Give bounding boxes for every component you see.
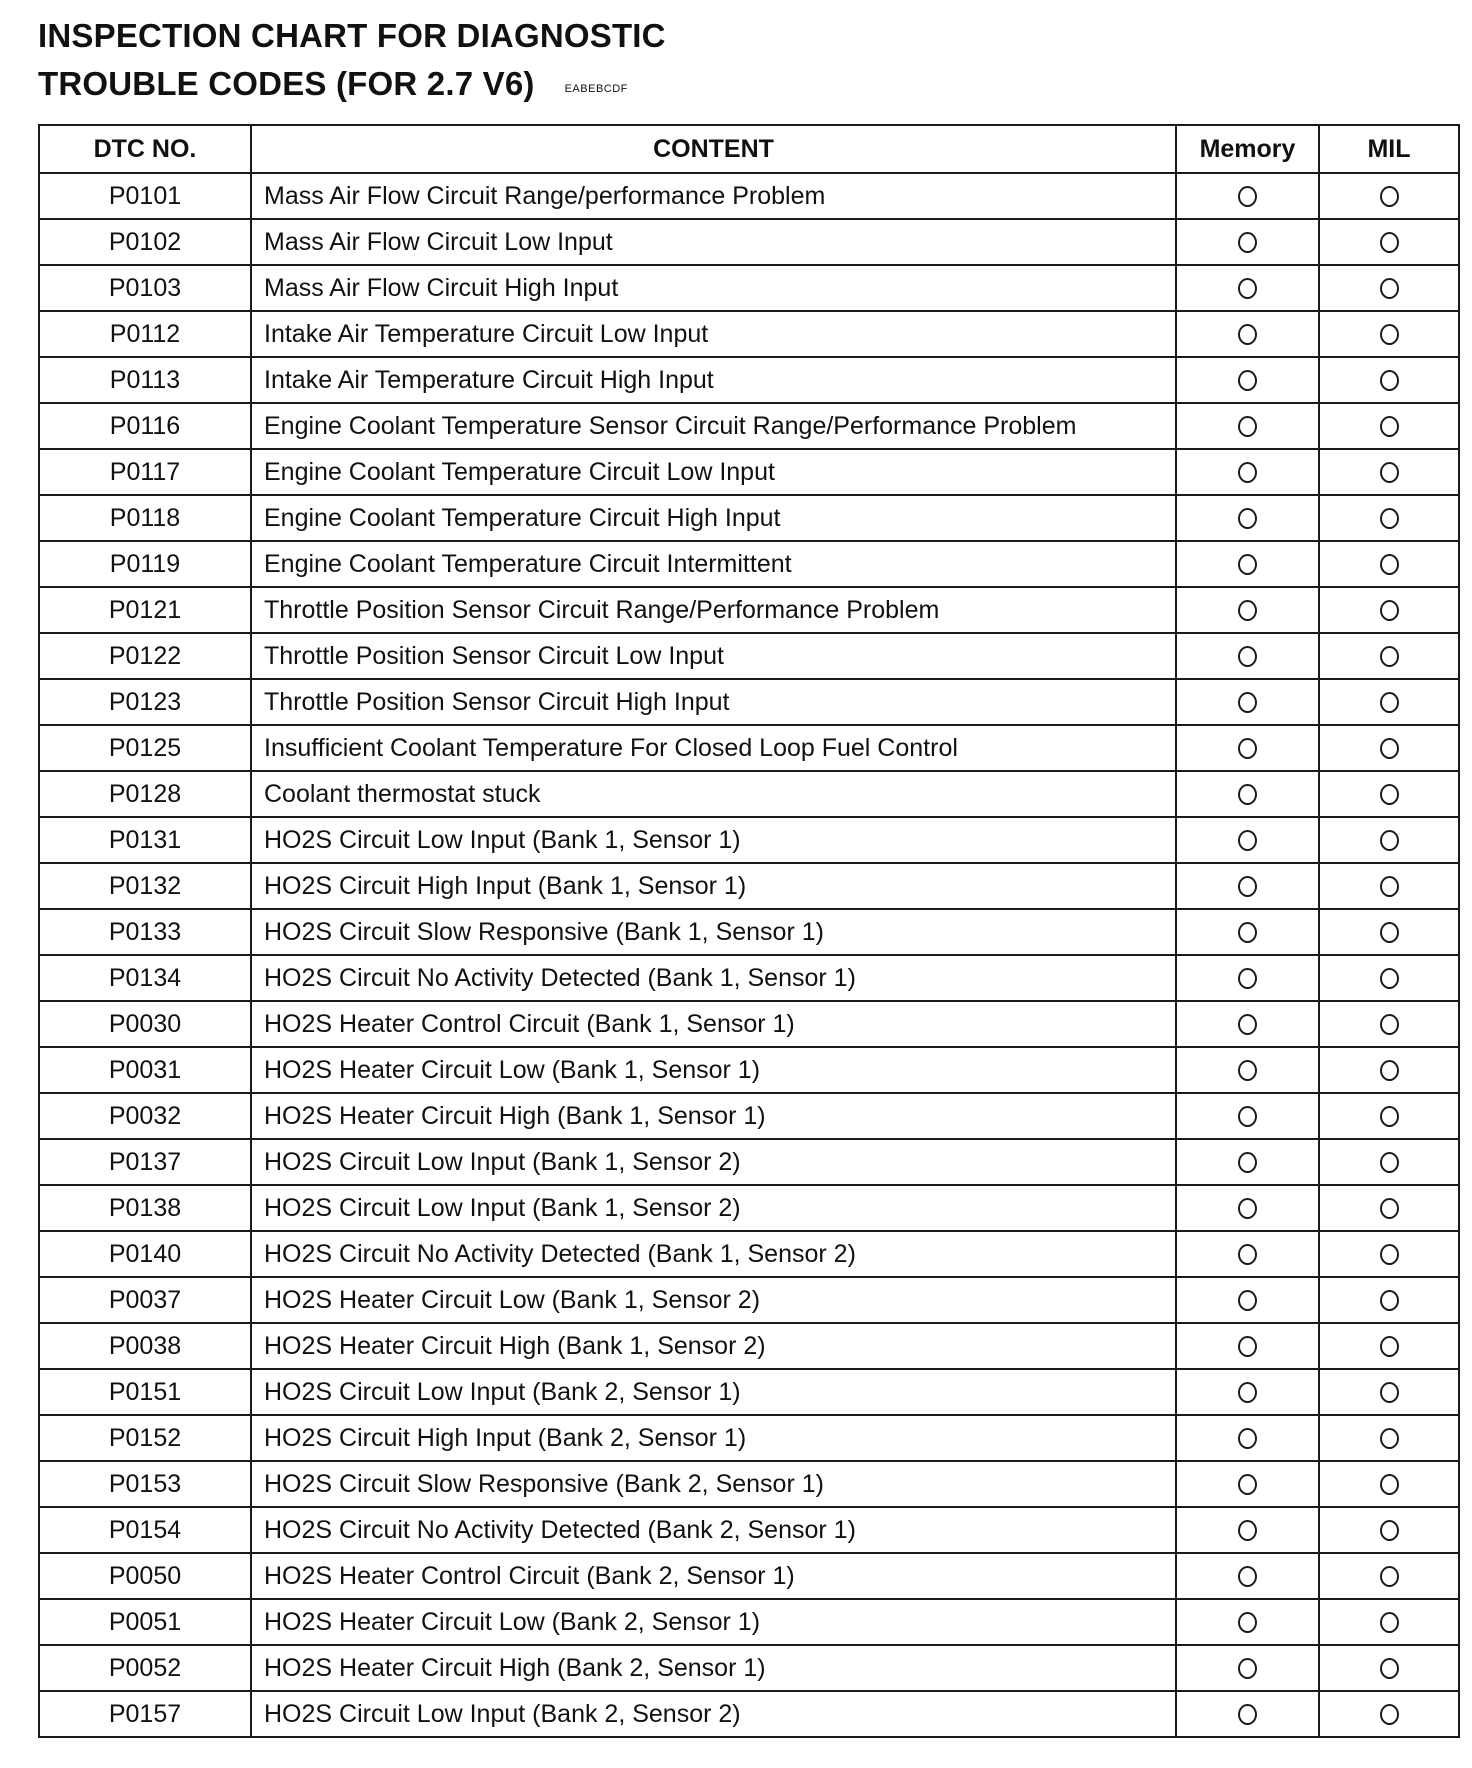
dtc-content-cell: HO2S Heater Circuit High (Bank 1, Sensor 1): [251, 1093, 1176, 1139]
mil-circle-icon: [1380, 1198, 1399, 1219]
dtc-content-cell: Engine Coolant Temperature Sensor Circuit Range/Performance Problem: [251, 403, 1176, 449]
table-row: [39, 265, 1459, 311]
dtc-code-cell: P0038: [39, 1323, 251, 1369]
table-row: [39, 541, 1459, 587]
memory-cell: [1176, 1185, 1319, 1231]
memory-cell: [1176, 1553, 1319, 1599]
table-row: [39, 1691, 1459, 1737]
dtc-code-cell: P0131: [39, 817, 251, 863]
dtc-content-cell: Engine Coolant Temperature Circuit Intermittent: [251, 541, 1176, 587]
dtc-code-cell: P0116: [39, 403, 251, 449]
mil-circle-icon: [1380, 876, 1399, 897]
mil-circle-icon: [1380, 186, 1399, 207]
dtc-content-cell: HO2S Circuit Low Input (Bank 2, Sensor 1): [251, 1369, 1176, 1415]
memory-cell: [1176, 1369, 1319, 1415]
memory-circle-icon: [1238, 784, 1257, 805]
mil-cell: [1319, 1001, 1459, 1047]
memory-circle-icon: [1238, 462, 1257, 483]
mil-cell: [1319, 1645, 1459, 1691]
memory-circle-icon: [1238, 1566, 1257, 1587]
mil-cell: [1319, 679, 1459, 725]
table-row: [39, 495, 1459, 541]
memory-cell: [1176, 771, 1319, 817]
table-row: [39, 1369, 1459, 1415]
memory-circle-icon: [1238, 830, 1257, 851]
table-row: [39, 633, 1459, 679]
mil-circle-icon: [1380, 1658, 1399, 1679]
mil-cell: [1319, 357, 1459, 403]
memory-cell: [1176, 173, 1319, 219]
dtc-content-cell: HO2S Circuit No Activity Detected (Bank 1, Sensor 1): [251, 955, 1176, 1001]
mil-circle-icon: [1380, 922, 1399, 943]
table-row: [39, 817, 1459, 863]
dtc-content-cell: HO2S Circuit Low Input (Bank 1, Sensor 2): [251, 1139, 1176, 1185]
memory-circle-icon: [1238, 692, 1257, 713]
mil-circle-icon: [1380, 232, 1399, 253]
table-row: [39, 1185, 1459, 1231]
dtc-content-cell: Mass Air Flow Circuit High Input: [251, 265, 1176, 311]
dtc-code-cell: P0051: [39, 1599, 251, 1645]
memory-circle-icon: [1238, 600, 1257, 621]
mil-circle-icon: [1380, 1704, 1399, 1725]
memory-circle-icon: [1238, 232, 1257, 253]
mil-circle-icon: [1380, 1520, 1399, 1541]
memory-circle-icon: [1238, 1244, 1257, 1265]
mil-circle-icon: [1380, 646, 1399, 667]
memory-cell: [1176, 311, 1319, 357]
memory-circle-icon: [1238, 1014, 1257, 1035]
table-row: [39, 1553, 1459, 1599]
memory-cell: [1176, 1691, 1319, 1737]
memory-cell: [1176, 357, 1319, 403]
mil-circle-icon: [1380, 1060, 1399, 1081]
memory-cell: [1176, 495, 1319, 541]
mil-cell: [1319, 633, 1459, 679]
dtc-code-cell: P0157: [39, 1691, 251, 1737]
mil-cell: [1319, 1691, 1459, 1737]
memory-circle-icon: [1238, 922, 1257, 943]
dtc-content-cell: Intake Air Temperature Circuit High Input: [251, 357, 1176, 403]
mil-cell: [1319, 403, 1459, 449]
mil-cell: [1319, 587, 1459, 633]
table-row: [39, 1323, 1459, 1369]
dtc-content-cell: Throttle Position Sensor Circuit Range/Performance Problem: [251, 587, 1176, 633]
dtc-content-cell: Engine Coolant Temperature Circuit High Input: [251, 495, 1176, 541]
table-row: [39, 1277, 1459, 1323]
memory-cell: [1176, 1093, 1319, 1139]
dtc-content-cell: HO2S Circuit No Activity Detected (Bank 1, Sensor 2): [251, 1231, 1176, 1277]
dtc-code-cell: P0117: [39, 449, 251, 495]
mil-circle-icon: [1380, 1336, 1399, 1357]
mil-cell: [1319, 771, 1459, 817]
dtc-content-cell: Mass Air Flow Circuit Range/performance Problem: [251, 173, 1176, 219]
dtc-content-cell: Intake Air Temperature Circuit Low Input: [251, 311, 1176, 357]
memory-circle-icon: [1238, 186, 1257, 207]
mil-cell: [1319, 1185, 1459, 1231]
memory-circle-icon: [1238, 876, 1257, 897]
dtc-content-cell: HO2S Circuit No Activity Detected (Bank 2, Sensor 1): [251, 1507, 1176, 1553]
dtc-inspection-table: [38, 124, 1460, 1738]
mil-cell: [1319, 1553, 1459, 1599]
memory-circle-icon: [1238, 1658, 1257, 1679]
memory-cell: [1176, 1415, 1319, 1461]
mil-cell: [1319, 495, 1459, 541]
mil-cell: [1319, 1507, 1459, 1553]
memory-cell: [1176, 1231, 1319, 1277]
memory-cell: [1176, 1323, 1319, 1369]
memory-circle-icon: [1238, 416, 1257, 437]
memory-circle-icon: [1238, 370, 1257, 391]
mil-circle-icon: [1380, 278, 1399, 299]
memory-cell: [1176, 909, 1319, 955]
column-header-mil: MIL: [1319, 125, 1459, 173]
mil-circle-icon: [1380, 1566, 1399, 1587]
memory-circle-icon: [1238, 1336, 1257, 1357]
dtc-code-cell: P0123: [39, 679, 251, 725]
table-row: [39, 357, 1459, 403]
dtc-code-cell: P0030: [39, 1001, 251, 1047]
dtc-content-cell: Throttle Position Sensor Circuit Low Input: [251, 633, 1176, 679]
dtc-content-cell: Mass Air Flow Circuit Low Input: [251, 219, 1176, 265]
table-row: [39, 1415, 1459, 1461]
memory-circle-icon: [1238, 1290, 1257, 1311]
table-row: [39, 863, 1459, 909]
memory-circle-icon: [1238, 1152, 1257, 1173]
mil-circle-icon: [1380, 462, 1399, 483]
mil-circle-icon: [1380, 1612, 1399, 1633]
dtc-code-cell: P0113: [39, 357, 251, 403]
dtc-content-cell: HO2S Circuit High Input (Bank 2, Sensor 1): [251, 1415, 1176, 1461]
memory-cell: [1176, 1507, 1319, 1553]
memory-circle-icon: [1238, 1060, 1257, 1081]
mil-cell: [1319, 1599, 1459, 1645]
table-row: [39, 1645, 1459, 1691]
mil-cell: [1319, 817, 1459, 863]
mil-cell: [1319, 725, 1459, 771]
mil-circle-icon: [1380, 1014, 1399, 1035]
mil-circle-icon: [1380, 1152, 1399, 1173]
mil-cell: [1319, 173, 1459, 219]
table-row: [39, 725, 1459, 771]
mil-cell: [1319, 449, 1459, 495]
memory-cell: [1176, 1461, 1319, 1507]
memory-circle-icon: [1238, 508, 1257, 529]
mil-cell: [1319, 1047, 1459, 1093]
dtc-code-cell: P0037: [39, 1277, 251, 1323]
memory-cell: [1176, 403, 1319, 449]
title-line-1: INSPECTION CHART FOR DIAGNOSTIC: [38, 17, 666, 54]
table-header-row: [39, 125, 1459, 173]
mil-circle-icon: [1380, 554, 1399, 575]
mil-cell: [1319, 541, 1459, 587]
mil-cell: [1319, 909, 1459, 955]
dtc-content-cell: HO2S Heater Circuit High (Bank 2, Sensor 1): [251, 1645, 1176, 1691]
table-row: [39, 909, 1459, 955]
memory-cell: [1176, 1001, 1319, 1047]
memory-circle-icon: [1238, 1612, 1257, 1633]
table-row: [39, 1461, 1459, 1507]
memory-circle-icon: [1238, 1382, 1257, 1403]
mil-circle-icon: [1380, 324, 1399, 345]
table-row: [39, 1047, 1459, 1093]
memory-circle-icon: [1238, 646, 1257, 667]
table-row: [39, 403, 1459, 449]
table-row: [39, 587, 1459, 633]
mil-cell: [1319, 1277, 1459, 1323]
dtc-code-cell: P0138: [39, 1185, 251, 1231]
page-title: [38, 12, 666, 113]
mil-cell: [1319, 311, 1459, 357]
dtc-code-cell: P0151: [39, 1369, 251, 1415]
mil-circle-icon: [1380, 784, 1399, 805]
mil-cell: [1319, 863, 1459, 909]
dtc-code-cell: P0122: [39, 633, 251, 679]
dtc-code-cell: P0119: [39, 541, 251, 587]
dtc-code-cell: P0031: [39, 1047, 251, 1093]
dtc-code-cell: P0125: [39, 725, 251, 771]
table-row: [39, 771, 1459, 817]
mil-cell: [1319, 1461, 1459, 1507]
mil-circle-icon: [1380, 370, 1399, 391]
memory-circle-icon: [1238, 1704, 1257, 1725]
dtc-content-cell: Coolant thermostat stuck: [251, 771, 1176, 817]
title-line-2-text: TROUBLE CODES (FOR 2.7 V6): [38, 65, 535, 102]
memory-circle-icon: [1238, 968, 1257, 989]
mil-circle-icon: [1380, 1244, 1399, 1265]
table-row: [39, 1001, 1459, 1047]
memory-circle-icon: [1238, 1520, 1257, 1541]
table-row: [39, 173, 1459, 219]
table-row: [39, 679, 1459, 725]
table-row: [39, 1507, 1459, 1553]
dtc-code-cell: P0153: [39, 1461, 251, 1507]
dtc-code-cell: P0101: [39, 173, 251, 219]
mil-circle-icon: [1380, 968, 1399, 989]
memory-cell: [1176, 265, 1319, 311]
mil-circle-icon: [1380, 1290, 1399, 1311]
mil-cell: [1319, 1139, 1459, 1185]
memory-circle-icon: [1238, 738, 1257, 759]
mil-cell: [1319, 265, 1459, 311]
mil-circle-icon: [1380, 1474, 1399, 1495]
dtc-content-cell: Insufficient Coolant Temperature For Closed Loop Fuel Control: [251, 725, 1176, 771]
memory-circle-icon: [1238, 324, 1257, 345]
table-row: [39, 1093, 1459, 1139]
dtc-content-cell: HO2S Heater Circuit Low (Bank 2, Sensor 1): [251, 1599, 1176, 1645]
dtc-code-cell: P0133: [39, 909, 251, 955]
mil-circle-icon: [1380, 416, 1399, 437]
column-header-dtc-no: DTC NO.: [39, 125, 251, 173]
table-body: [39, 173, 1459, 1737]
memory-cell: [1176, 587, 1319, 633]
memory-circle-icon: [1238, 554, 1257, 575]
mil-circle-icon: [1380, 1106, 1399, 1127]
dtc-content-cell: HO2S Circuit High Input (Bank 1, Sensor 1): [251, 863, 1176, 909]
dtc-content-cell: HO2S Heater Control Circuit (Bank 1, Sensor 1): [251, 1001, 1176, 1047]
memory-cell: [1176, 955, 1319, 1001]
dtc-code-cell: P0118: [39, 495, 251, 541]
dtc-content-cell: HO2S Circuit Low Input (Bank 1, Sensor 1): [251, 817, 1176, 863]
mil-cell: [1319, 955, 1459, 1001]
memory-cell: [1176, 1139, 1319, 1185]
mil-cell: [1319, 1323, 1459, 1369]
mil-circle-icon: [1380, 508, 1399, 529]
dtc-code-cell: P0154: [39, 1507, 251, 1553]
memory-cell: [1176, 1047, 1319, 1093]
memory-cell: [1176, 679, 1319, 725]
dtc-content-cell: HO2S Circuit Slow Responsive (Bank 2, Sensor 1): [251, 1461, 1176, 1507]
dtc-content-cell: HO2S Heater Control Circuit (Bank 2, Sensor 1): [251, 1553, 1176, 1599]
mil-circle-icon: [1380, 1382, 1399, 1403]
dtc-code-cell: P0103: [39, 265, 251, 311]
dtc-content-cell: HO2S Heater Circuit High (Bank 1, Sensor 2): [251, 1323, 1176, 1369]
mil-cell: [1319, 1093, 1459, 1139]
memory-cell: [1176, 863, 1319, 909]
mil-circle-icon: [1380, 692, 1399, 713]
mil-circle-icon: [1380, 1428, 1399, 1449]
table-row: [39, 449, 1459, 495]
mil-circle-icon: [1380, 600, 1399, 621]
column-header-memory: Memory: [1176, 125, 1319, 173]
dtc-code-cell: P0137: [39, 1139, 251, 1185]
table-row: [39, 1231, 1459, 1277]
mil-cell: [1319, 1231, 1459, 1277]
dtc-code-cell: P0132: [39, 863, 251, 909]
memory-cell: [1176, 817, 1319, 863]
table-row: [39, 1139, 1459, 1185]
dtc-code-cell: P0152: [39, 1415, 251, 1461]
memory-cell: [1176, 1645, 1319, 1691]
memory-circle-icon: [1238, 1198, 1257, 1219]
dtc-code-cell: P0032: [39, 1093, 251, 1139]
document-code: EABEBCDF: [564, 83, 628, 95]
dtc-code-cell: P0102: [39, 219, 251, 265]
memory-circle-icon: [1238, 1474, 1257, 1495]
column-header-content: CONTENT: [251, 125, 1176, 173]
mil-cell: [1319, 219, 1459, 265]
dtc-content-cell: HO2S Circuit Low Input (Bank 2, Sensor 2): [251, 1691, 1176, 1737]
memory-cell: [1176, 1599, 1319, 1645]
memory-cell: [1176, 449, 1319, 495]
dtc-content-cell: HO2S Heater Circuit Low (Bank 1, Sensor 1): [251, 1047, 1176, 1093]
memory-circle-icon: [1238, 278, 1257, 299]
dtc-code-cell: P0112: [39, 311, 251, 357]
dtc-code-cell: P0128: [39, 771, 251, 817]
memory-cell: [1176, 725, 1319, 771]
mil-circle-icon: [1380, 830, 1399, 851]
dtc-code-cell: P0052: [39, 1645, 251, 1691]
dtc-code-cell: P0121: [39, 587, 251, 633]
dtc-content-cell: HO2S Heater Circuit Low (Bank 1, Sensor 2): [251, 1277, 1176, 1323]
table-row: [39, 1599, 1459, 1645]
table-row: [39, 311, 1459, 357]
dtc-code-cell: P0140: [39, 1231, 251, 1277]
table-row: [39, 219, 1459, 265]
dtc-content-cell: Engine Coolant Temperature Circuit Low Input: [251, 449, 1176, 495]
dtc-code-cell: P0134: [39, 955, 251, 1001]
memory-cell: [1176, 633, 1319, 679]
memory-circle-icon: [1238, 1428, 1257, 1449]
title-line-2: [38, 60, 666, 113]
mil-circle-icon: [1380, 738, 1399, 759]
memory-circle-icon: [1238, 1106, 1257, 1127]
memory-cell: [1176, 219, 1319, 265]
table-row: [39, 955, 1459, 1001]
memory-cell: [1176, 1277, 1319, 1323]
dtc-content-cell: HO2S Circuit Slow Responsive (Bank 1, Sensor 1): [251, 909, 1176, 955]
memory-cell: [1176, 541, 1319, 587]
mil-cell: [1319, 1415, 1459, 1461]
dtc-content-cell: HO2S Circuit Low Input (Bank 1, Sensor 2): [251, 1185, 1176, 1231]
dtc-content-cell: Throttle Position Sensor Circuit High Input: [251, 679, 1176, 725]
mil-cell: [1319, 1369, 1459, 1415]
dtc-code-cell: P0050: [39, 1553, 251, 1599]
